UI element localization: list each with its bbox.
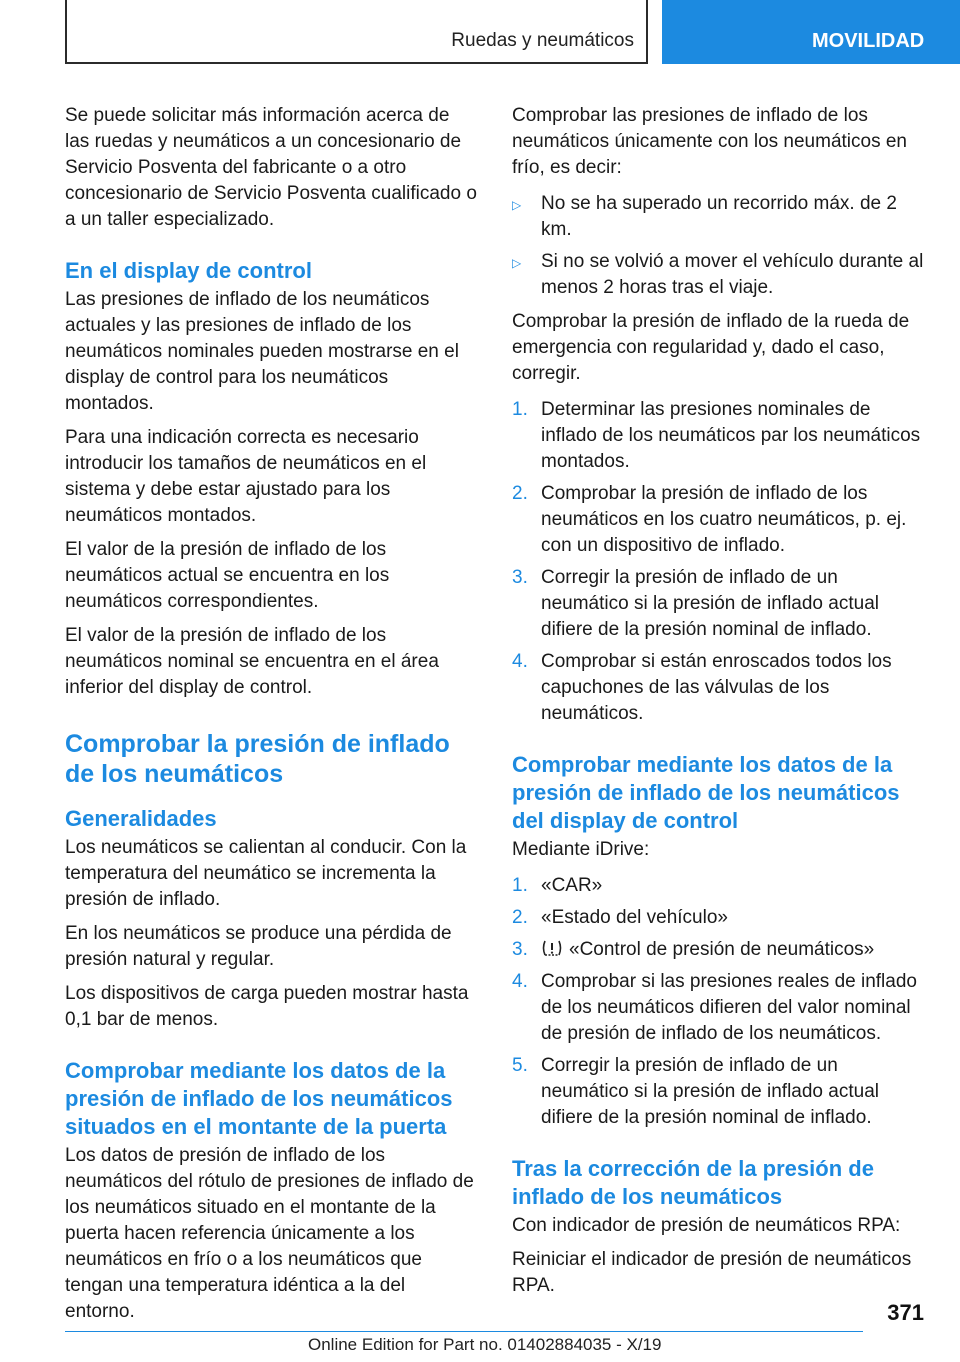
after-correction-paragraph-1: Con indicador de presión de neumáticos RPA:: [512, 1215, 901, 1236]
display-paragraph-2: Para una indicación correcta es necesario introducir los tamaños de neumáticos en el sistema y debe estar ajustado para los neumáticos montados.: [65, 427, 427, 526]
header-section-tab: [65, 0, 648, 64]
display-heading: En el display de control: [65, 258, 312, 283]
step-number: 2.: [512, 907, 528, 928]
step-number: 1.: [512, 875, 528, 896]
display-paragraph-3: El valor de la presión de inflado de los neumáticos actual se encuentra en los neumáticos correspondientes.: [65, 539, 390, 612]
general-paragraph-3: Los dispositivos de carga pueden mostrar hasta 0,1 bar de menos.: [65, 983, 469, 1030]
display-paragraph-4: El valor de la presión de inflado de los neumáticos nominal se encuentra en el área inferior del display de control.: [65, 625, 439, 698]
step-number: 4.: [512, 651, 528, 672]
list-item: 1. Determinar las presiones nominales de inflado de los neumáticos par los neumáticos montados.: [512, 399, 921, 472]
list-item: 4. Comprobar si las presiones reales de inflado de los neumáticos difieren del valor nominal de presión de inflado de los neumáticos.: [512, 971, 917, 1044]
step-number: 1.: [512, 399, 528, 420]
list-item: ▷ Si no se volvió a mover el vehículo durante al menos 2 horas tras el viaje.: [512, 251, 924, 298]
list-item: 3. «Control de presión de neumáticos»: [512, 937, 930, 963]
list-item: ▷ No se ha superado un recorrido máx. de 2 km.: [512, 193, 897, 240]
cold-tires-paragraph: Comprobar las presiones de inflado de los neumáticos únicamente con los neumáticos en frío, es decir:: [512, 105, 908, 178]
left-column: [65, 103, 478, 1333]
step-number: 3.: [512, 567, 528, 588]
general-paragraph-2: En los neumáticos se produce una pérdida de presión natural y regular.: [65, 923, 452, 970]
door-pillar-paragraph: Los datos de presión de inflado de los neumáticos del rótulo de presiones de inflado de los neumáticos situado en el montante de la puerta hacen referencia únicamente a los neumáticos en frío o a los neumáticos que tengan una temperatura idéntica a la del entorno.: [65, 1145, 474, 1322]
list-item: 3. Corregir la presión de inflado de un neumático si la presión de inflado actual difiere de la presión nominal de inflado.: [512, 567, 879, 640]
general-paragraph-1: Los neumáticos se calientan al conducir. Con la temperatura del neumático se incrementa la presión de inflado.: [65, 837, 467, 910]
list-item: 4. Comprobar si están enroscados todos los capuchones de las válvulas de los neumáticos.: [512, 651, 892, 724]
list-item: 2. Comprobar la presión de inflado de los neumáticos en los cuatro neumáticos, p. ej. con un dispositivo de inflado.: [512, 483, 907, 556]
after-correction-paragraph-2: Reiniciar el indicador de presión de neumáticos RPA.: [512, 1249, 912, 1296]
list-item: 1. «CAR»: [512, 873, 930, 899]
step-number: 5.: [512, 1055, 528, 1076]
step-number: 2.: [512, 483, 528, 504]
after-correction-heading: Tras la corrección de la presión de inflado de los neumáticos: [512, 1156, 874, 1209]
check-pressure-heading: Comprobar la presión de inflado de los neumáticos: [65, 730, 450, 788]
step-number: 4.: [512, 971, 528, 992]
display-paragraph-1: Las presiones de inflado de los neumáticos actuales y las presiones de inflado de los neumáticos nominales pueden mostrarse en el display de control para los neumáticos montados.: [65, 289, 459, 414]
footer-edition-text: Online Edition for Part no. 01402884035 - X/19: [308, 1335, 662, 1354]
general-heading: Generalidades: [65, 806, 217, 831]
check-steps-list: [512, 397, 930, 727]
page-number: 371: [887, 1300, 924, 1325]
spare-wheel-paragraph: Comprobar la presión de inflado de la rueda de emergencia con regularidad y, dado el caso, corregir.: [512, 311, 910, 384]
header-section-title: Ruedas y neumáticos: [451, 30, 634, 51]
control-display-heading: Comprobar mediante los datos de la presión de inflado de los neumáticos del display de control: [512, 752, 900, 833]
header-chapter-label: MOVILIDAD: [812, 30, 925, 52]
right-column: [512, 103, 930, 1307]
footer-divider: [65, 1331, 863, 1332]
door-pillar-heading: Comprobar mediante los datos de la presión de inflado de los neumáticos situados en el montante de la puerta: [65, 1058, 453, 1139]
idrive-paragraph: Mediante iDrive:: [512, 839, 650, 860]
intro-paragraph: Se puede solicitar más información acerca de las ruedas y neumáticos a un concesionario de Servicio Posventa del fabricante o a otro concesionario de Servicio Posventa cualificado o a un taller especializado.: [65, 105, 477, 230]
tire-pressure-warning-icon: [541, 938, 563, 958]
list-item: 2. «Estado del vehículo»: [512, 905, 930, 931]
list-item: 5. Corregir la presión de inflado de un neumático si la presión de inflado actual difiere de la presión nominal de inflado.: [512, 1055, 879, 1128]
step-number: 3.: [512, 939, 528, 960]
idrive-steps-list: [512, 873, 930, 1131]
triangle-bullet-icon: ▷: [512, 198, 522, 212]
header-chapter-badge: [662, 0, 960, 64]
triangle-bullet-icon: ▷: [512, 256, 522, 270]
cold-conditions-list: [512, 191, 930, 301]
